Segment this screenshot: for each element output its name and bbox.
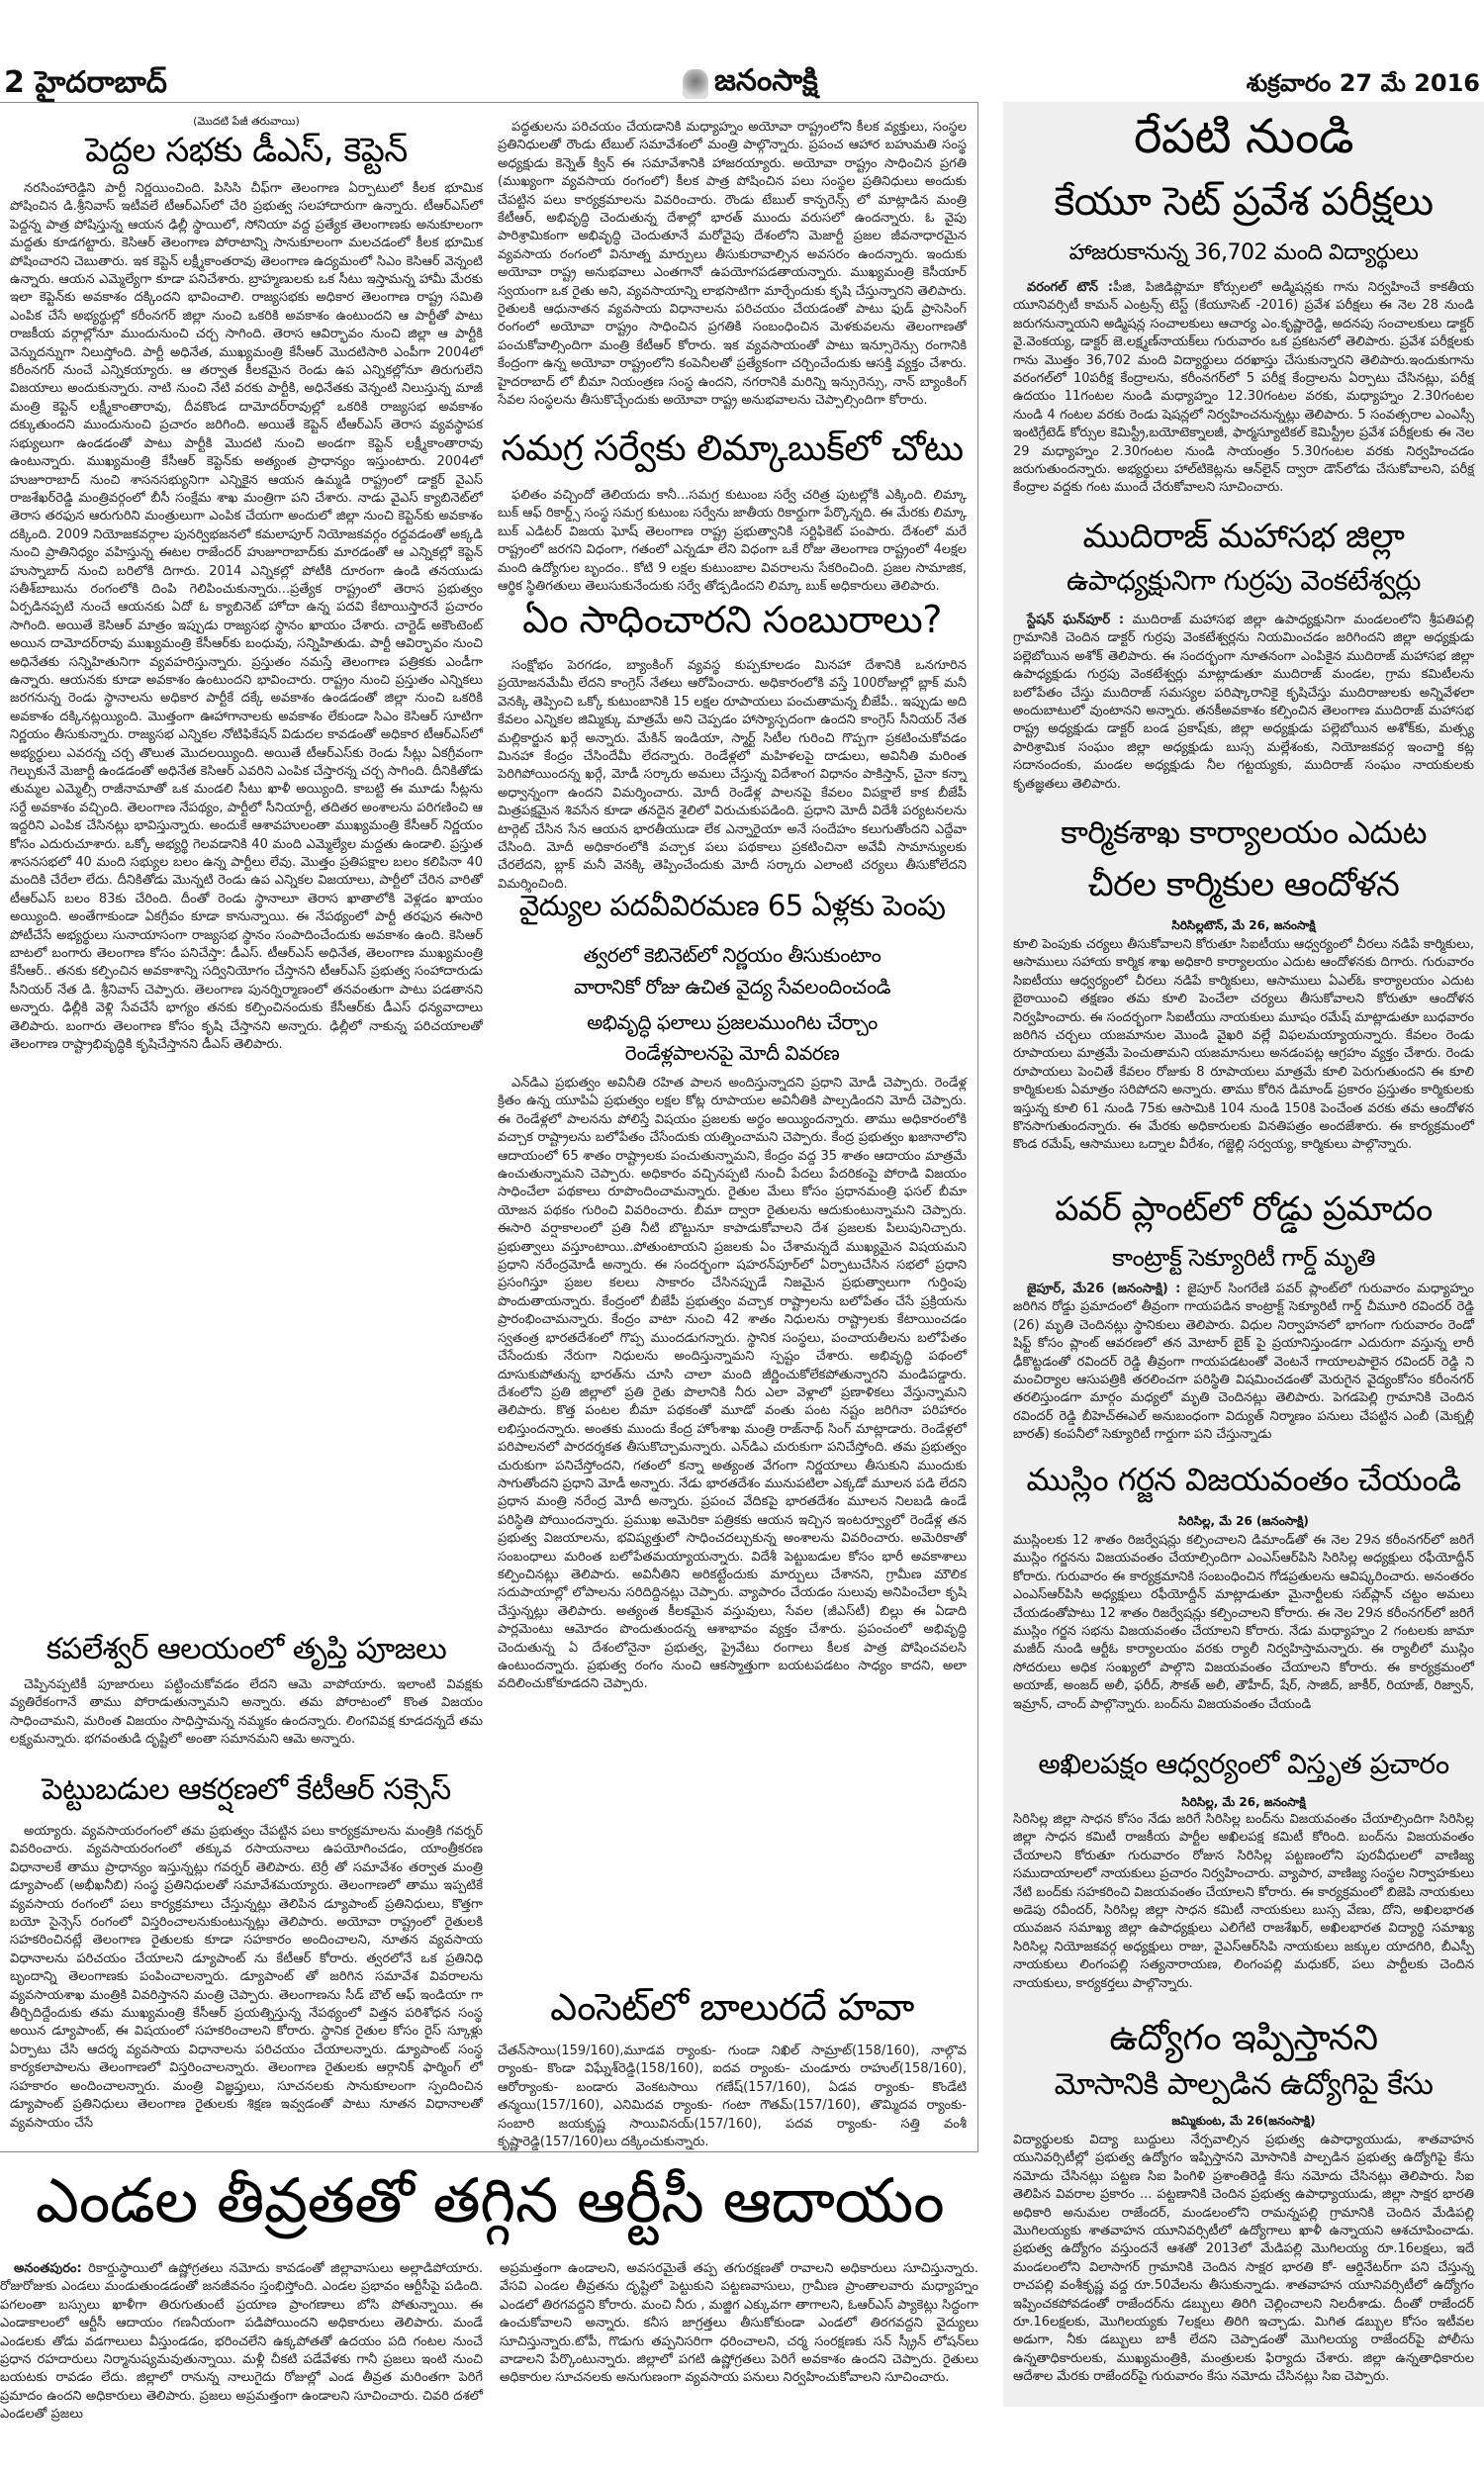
dateline: స్టేషన్ ఘన్‌పూర్ :: [1027, 613, 1125, 627]
dateline: అనంతపురం:: [14, 2261, 82, 2276]
headline-mudiraj-2: ఉపాధ్యక్షునిగా గుర్రపు వెంకటేశ్వర్లు: [1067, 564, 1421, 597]
article-body: అయ్యారు. వ్యవసాయరంగంలో తమ ప్రభుత్వం చేపట్టిన పలు కార్యక్రమాలను మంత్రికి గవర్నర్ వివరించారు. వ్యవసాయరంగంలో తక్కువ రసాయనాలు ఉపయోగించడం, యాంత్రీకరణ విధానాలకే తాము ప్రాధాన్యం ఇస్తున్నట్లు గవర్నర్ తెలిపారు. టెర్రీ తో సమావేశం తర్వాత మంత్రి డ్యూపాంట్ (అభీఖనీబి) సంస్థ ప్రతినిధులతో సమావేశమయ్యారు. తెలంగాణలో తాము ఇప్పటికే వ్యవసాయ రంగంలో పలు కార్యక్రమాలు చేస్తున్నట్లు తెలిపిన డ్యూపాంట్ ప్రతినిధులు, కొత్తగా బయో సైన్సెస్ రంగంలో విస్తరించాలనుకుంటున్నట్లు తెలిపారు. అయోవా రాష్ట్రంలో రైతులకి సహకరించినట్లే తెలంగాణ రైతులకు కూడా సహకారం అందించాలని, నూతన వ్యవసాయ విధానాలను పరిచయం చేయాలని డ్యూపాంట్ ను కేటీఆర్ కోరారు. త్వరలోనే ఒక ప్రతినిధి బృందాన్ని తెలంగాణకు పంపించాలన్నారు. డ్యూపాంట్ తో జరిగిన సమావేశ వివరాలను వ్యవసాయశాఖ మంత్రికి వివరిస్తానని మంత్రి చెప్పారు. తెలంగాణను సీడ్ బౌల్ ఆఫ్ ఇండియా గా తీర్చిదిద్దేందుకు తమ ముఖ్యమంత్రి కేసీఆర్ ప్రయత్నిస్తున్న నేపథ్యంలో విత్తన పరిశోధన సంస్థ అయిన డ్యూపాంట్, ఈ విషయంలో సహకరించాలని కోరారు. స్థానిక రైతుల కోసం రైస్ స్కూళ్లు ఏర్పాటు చేసి ఆదర్శ వ్యవసాయ విధానాలను పరిచయం చేయాలన్నారు. డ్యూపాంట్ సంస్థ కార్యకలాపాలను తెలంగాణలో విస్తరించాలన్నారు. తెలంగాణ రైతులకు ఆర్గానిక్ ఫార్మింగ్ లో సహకారం అందించాలన్నారు. మంత్రి విజ్ఞప్తులు, సూచనలకు సానుకూలంగా స్పందించిన డ్యూపాంట్ ప్రతినిధులు తెలంగాణ రైతులకు శిక్షణ ఇవ్వడంతో పాటు నూతన విధానాలతో వ్యవసాయం చేసే: [10, 1824, 483, 2131]
subheadline: త్వరలో కెబినెట్‌లో నిర్ణయం తీసుకుంటాం: [583, 943, 881, 967]
headline-ku-cet-2: కేయూ సెట్ ప్రవేశ పరీక్షలు: [1054, 179, 1434, 225]
subheadline: హాజరుకానున్న 36,702 మంది విద్యార్థులు: [1068, 240, 1419, 265]
headline-mudiraj-1: ముదిరాజ్ మహాసభ జిల్లా: [1082, 517, 1405, 556]
headline-ku-cet-1: రేపటి నుండి: [1133, 109, 1354, 164]
article-body: నరసింహారెడ్డిని పార్టీ నిర్ణయించింది. పిసిసి చీఫ్‌గా తెలంగాణ ఏర్పాటులో కీలక భూమిక పోషించిన డి.శ్రీనివాస్ ఇటీవలే టీఆర్ఎస్‌లో చేరి ప్రభుత్వ సలహాదారుగా ఉన్నారు. టీఆర్ఎస్‌లో పెద్దన్న పాత్ర పోషిస్తున్న ఆయన ఢిల్లీ స్థాయిలో, సోనియా వద్ద ప్రత్యేక తెలంగాణకు అనుకూలంగా మద్దతు కూడగట్టారు. కెసిఆర్ తెలంగాణ పోరాటాన్ని సానుకూలంగా మలచడంలో కీలక భూమిక పోషించారని చెబుతారు. ఇక కెప్టెన్ లక్ష్మీకాంతరావు తెలంగాణ ఉద్యమంలో సిఎం కెసిఆర్ వెన్నంటి ఉన్నారు. ఆయన ఎమ్మెల్యేగా కూడా పనిచేశారు. బ్రాహ్మణులకు ఒక సీటు ఇస్తామన్న హామీ మేరకు ఇలా కెప్టెన్‌కు అవకాశం దక్కిందని భావించాలి. రాజ్యసభకు అధికార తెలంగాణ రాష్ట్ర సమితి ఎంపిక చేసే అభ్యర్థుల్లో కరీంనగర్ జిల్లా నుంచి ఒకరికి అవకాశం ఉంటుందని ఆ పార్టీతో పాటు రాజకీయ వర్గాల్లోనూ ముందునుంచి చర్చ సాగింది. తెరాస ఆవిర్భావం నుంచి జిల్లా ఆ పార్టీకి వెన్నుదన్నుగా నిలుస్తోంది. పార్టీ అధినేత, ముఖ్యమంత్రి కేసీఆర్ మొదటిసారి ఎంపీగా 2004లో కరీంనగర్ నుంచే ఎన్నికయ్యారు. ఆ తర్వాత కీలకమైన రెండు ఉప ఎన్నికల్లోనూ తిరుగులేని విజయాలు అందుకున్నారు. నాటి నుంచి నేటి వరకు పార్టీకి, అధినేతకు వెన్నంటి నిలుస్తున్న మాజీ మంత్రి కెప్టెన్ లక్ష్మీకాంతారావు, దీవకొండ దామోదర్‌రావుల్లో ఒకరికి రాజ్యసభ అవకాశం దక్కుతుందని ముందునుంచి ప్రచారం జరిగింది. అయితే కెప్టెన్ టీఆర్ఎస్ తెరాస వ్యవస్థాపక సభ్యులుగా ఉండడంతో పాటు పార్టీకి మొదటి నుంచి అండగా కెప్టెన్ లక్ష్మీకాంతారావు ఉంటున్నారు. ముఖ్యమంత్రి కేసీఆర్ కెప్టెన్‌కు అత్యంత ప్రాధాన్యం ఇస్తుంటారు. 2004లో హుజూరాబాద్ నుంచి శాసనసభ్యునిగా ఎన్నికైన ఆయన ఉమ్మడి రాష్ట్రంలో డాక్టర్ వైఎస్ రాజశేఖర్‌రెడ్డి మంత్రివర్గంలో బీసీ సంక్షేమ శాఖ మంత్రిగా పని చేశారు. నాడు వైఎస్ క్యాబినెట్‌లో తెరాస తరఫున ఆరుగురిని మంత్రులుగా ఎంపిక చేయగా అందులో జిల్లా నుంచి కెప్టెన్‌కు అవకాశం దక్కింది. 2009 నియోజకవర్గాల పునర్విభజనలో కమలాపూర్ నియోజకవర్గం రద్దవడంతో అక్కడి నుంచి ప్రాతినిధ్యం వహిస్తున్న ఈటల రాజేందర్ హుజూరాబాద్‌కు మారడంతో ఆ ఎన్నికల్లో కెప్టెన్ హుస్నాబాద్ నుంచి బరిలోకి దిగారు. 2014 ఎన్నికల్లో పోటీకి దూరంగా ఉండి తనయుడు సతీశ్‌బాబును రంగంలోకి దింపి గెలిపించుకున్నారు...ప్రత్యేక రాష్ట్రంలో తెరాస ప్రభుత్వం ఏర్పడినప్పటి నుంచే ఆయనకు ఏదో ఓ క్యాబినెట్ హోదా ఉన్న పదవి కేటాయిస్తారనే ప్రచారం సాగింది. అయితే కెసిఆర్ మాత్రం ఇప్పుడు రాజ్యసభ స్థానం ఖాయం చేశారు. చార్టెడ్ అకౌంటెంట్ అయిన దామోదర్‌రావు ముఖ్యమంత్రి కేసీఆర్‌కు బంధువు, సన్నిహితుడు. పార్టీ ఆవిర్భావం నుంచి అధినేతకు సన్నిహితునిగా వ్యవహరిస్తున్నారు. ప్రస్తుతం నమస్తే తెలంగాణ పత్రికకు ఎండీగా ఉన్నారు. ఆయనకు కూడా అవకాశం ఉంటుందని భావించారు. రాష్ట్రం నుంచి ప్రస్తుతం ఎన్నికలు జరగనున్న రెండు స్థానాలను అధికార పార్టీకే దక్కే అవకాశం ఉండడంతో జిల్లా నుంచి ఒకరికి అవకాశం దక్కినట్లయ్యింది. మొత్తంగా ఊహాగానాలకు అవకాశం లేకుండా సిఎం కెసిఆర్ సూటిగా నిర్ణయం తీసుకున్నారు. రాజ్యసభ ఎన్నికల నోటిఫికేషన్ విడుదల కావడంతో అధికార టీఆర్ఎస్‌లో అభ్యర్థులు ఎవరన్న చర్చ తొలుత మొదలయ్యింది. అయితే టీఆర్ఎస్‌కు రెండు సీట్లు ఏకగ్రీవంగా గెల్చుకునే మెజార్టీ ఉండడంతో అధినేత కెసిఆర్ ఎవరిని ఎంపిక చేస్తారన్న చర్చ సాగింది. దీనికితోడు తుమ్మల ఎమ్మెల్సీ రాజీనామాతో ఒక మండలి సీటు ఖాళీ అయ్యింది. కాబట్టి ఈ మూడు సీట్లను సర్దే అవకాశం వచ్చింది. తెలంగాణ నేపథ్యం, పార్టీలో సీనియార్టీ, తదితర అంశాలను పరిగణించి ఆ ఇద్దరిని ఎంపిక చేసినట్లు భావిస్తున్నారు. అందుకే ఆశావహులంతా ముఖ్యమంత్రి కేసీఆర్ నిర్ణయం కోసం ఎదురుచూశారు. ఒక్కో అభ్యర్థి గెలవడానికి 40 మంది ఎమ్మెల్యేల మద్దతు ఉండాలి. ప్రస్తుత శాసనసభలో 40 మంది సభ్యుల బలం ఉన్న పార్టీలు లేవు. మొత్తం ప్రతిపక్షాల బలం కలిపినా 40 మందికి చేరేలా లేదు. దీనికితోడు మొన్నటి రెండు ఉప ఎన్నికల విజయాలు, పార్టీలో చేరిన వారితో టీఆర్ఎస్ బలం 83కు చేరింది. దీంతో రెండు స్థానాలూ తెరాస ఖాతాలోకి వెళ్లడం ఖాయం అయ్యింది. అంతేగాకుండా ఏకగ్రీవం కూడా కానున్నాయి. ఈ నేపథ్యంలో పార్టీ తరఫున ఈసారి పోటీచేసే అభ్యర్థులు సునాయాసంగా రాజ్యసభ స్థానం సంపాదించేందుకు అవకాశం ఉంది. కెసిఆర్ బాటలో బంగారు తెలంగాణ కోసం పనిచేస్తా: డీఎస్. టీఆర్ఎస్ అధినేత, తెలంగాణ ముఖ్యమంత్రి కేసీఆర్.. తనకు కల్పించిన అవకాశాన్ని సద్వినియోగం చేస్తానని టీఆర్ఎస్ ప్రభుత్వ సంహాదారుడు సీనియర్ నేత డి. శ్రీనివాస్ చెప్పారు. తెలంగాణ పునర్నిర్మాణంలో తనవంతుగా పాటు పడతానని అన్నారు. ఢిల్లీకి వెళ్లి సేవచేసే భాగ్యం తనకు కల్పించినందుకు కేసీఆర్‌కు డీఎస్ ధన్యవాదాలు తెలిపారు. బంగారు తెలంగాణ కోసం కృషి చేస్తానని అన్నారు. ఢిల్లీలో నాకున్న పరిచయాలతో తెలంగాణ రాష్ట్రాభివృద్ధికి కృషిచేస్తానని డీఎస్ తెలిపారు.: [10, 181, 483, 1053]
subheadline: రెండేళ్లపాలనపై మోదీ వివరణ: [624, 1041, 840, 1065]
article-body: ఎన్‌డిఎ ప్రభుత్వం అవినీతి రహిత పాలన అందిస్తున్నాదని ప్రధాని మోడీ చెప్పారు. రెండేళ్ల క్రితం ఉన్న యూపిఏ ప్రభుత్వం లక్షల కోట్ల రూపాయల అవినీతికి పాల్పడిందని మోదీ చెప్పారు. ఈ రెండేళ్లలో పాలనను పోలిస్తే విషయం ప్రజలకు అర్థం అయ్యిందన్నారు. తాము అధికారంలోకి వచ్చాక రాష్ట్రాలను బలోపేతం చేసేందుకు యత్నించామని చెప్పారు. కేంద్ర ప్రభుత్వం ఖజానాలోని ఆదాయంలో 65 శాతం రాష్ట్రాలకు పంచుతున్నామని, కేంద్రం వద్ద 35 శాతం ఆదాయం మాత్రమే ఉంచుతున్నామని చెప్పారు. అధికారం వచ్చినప్పటి నుంచీ పేదలు పేదరికంపై పోరాడి విజయం సాధించేలా పథకాలు రూపొందించామన్నారు. రైతుల మేలు కోసం ప్రధానమంత్రి ఫసల్ బీమా యోజన పథకం గురించి వివరించారు. బీమా ద్వారా రైతులను ఆదుకుంటున్నామని చెప్పారు. ఈసారి వర్షాకాలంలో ప్రతి నీటి బొట్టునూ కాపాడుకోవాలని దేశ ప్రజలకు పిలుపునిచ్చారు. ప్రభుత్వాలు వస్తూంటాయి..పోతుంటాయని ప్రజలకు ఏం చేశామన్నదే ముఖ్యమైన విషయమని ప్రధాని నరేంద్రమోడీ అన్నారు. ఈ సందర్భంగా షహరన్‌పూర్‌లో ఏర్పాటుచేసిన సభలో ప్రధాని ప్రసంగిస్తూ ప్రజల కలలు సాకారం చేసినప్పుడే నిజమైన ప్రభుత్వాలుగా గుర్తింపు పొందుతాయన్నారు. కేంద్రంలో బీజేపీ ప్రభుత్వం వచ్చాక రాష్ట్రాలను బలోపేతం చేసే ప్రక్రియను ప్రారంభించామన్నారు. కేంద్రం వాటా నుంచి 42 శాతం నిధులను రాష్ట్రాలకు కేటాయించడం స్వతంత్ర భారతదేశంలో గొప్ప ముందడుగన్నారు. స్థానిక సంస్థలు, పంచాయతీలను బలోపేతం చేసేందుకు నేరుగా నిధులను అందిస్తున్నామని స్పష్టం చేశారు. అభివృద్ధి పథంలో దూసుకుపోతున్న భారత్‌ను చూసి చాలా మంది జీర్ణించుకోలేకపోతున్నారని మండిపడ్డారు. దేశంలోని ప్రతి జిల్లాలో ప్రతి రైతు పొలానికి నీరు ఎలా వెళ్లాలో ప్రణాళికలు వేస్తున్నామని తెలిపారు. కొత్త పంటల బీమా పథకంతో మూడో వంతు పంట నష్టం జరిగినా పరిహారం లభిస్తుందన్నారు. అంతకు ముందు కేంద్ర హోంశాఖ మంత్రి రాజ్‌నాథ్ సింగ్ మాట్లాడారు. రెండేళ్లలో పరిపాలనలో పారదర్శకత తీసుకొచ్చామన్నారు. ఎన్‌డిఎ చురుకుగా పనిచేస్తోంది. తమ ప్రభుత్వం చురుకుగా పనిచేస్తోందని, గతంలో కన్నా అత్యంత వేగంగా నిర్ణయాలు తీసుకుని ముందుకు సాగుతోందని ప్రధాని మోడీ అన్నారు. నేడు భారతదేశం మునుపటిలా ఎక్కడో మూలన పడి లేదని ప్రధాన మంత్రి నరేంద్ర మోదీ అన్నారు. ప్రపంచ వేదికపై భారతదేశం మూలన నిలబడి ఉండే పరిస్థితి పోయిందన్నారు. ప్రముఖ అమెరికా పత్రికకు ఆయన ఇచ్చిన ఇంటర్వ్యూలో రెండేళ్ల తన ప్రభుత్వ విజయాలను, భవిష్యత్తులో సాధించదల్చుకున్న అంశాలను వివరించారు. అమెరికాతో సంబంధాలు మరింత బలోపేతమయ్యాయన్నారు. విదేశీ పెట్టుబడుల కోసం భారీ అవకాశాలు కల్పించినట్లు తెలిపారు. అవినీతిని అరికట్టేందుకు మార్పులు చేశానని, గ్రామీణ మౌలిక సదుపాయాల్లో లోపాలను సరిదిద్దినట్లు చెప్పారు. వ్యాపారం చేయడం సులువు అనిపించేలా కృషి చేస్తున్నట్లు తెలిపారు. అత్యంత కీలకమైన వస్తువులు, సేవల (జీఎస్‌టీ) బిల్లు ఈ ఏడాది పార్లమెంటు ఆమోదం పొందుతుందన్న ఆశాభావం వ్యక్తం చేశారు. ప్రపంచంలో అభివృద్ధి చెందుతున్న ఏ దేశంలోనైనా ప్రభుత్వ, ప్రైవేటు రంగాలు కీలక పాత్ర పోషించవలసి ఉంటుందన్నారు. ప్రభుత్వ రంగం నుంచి ఆకస్మాత్తుగా బయటపడటం సాధ్యం కాదని, అలా వదిలించుకోకూడదని చెప్పారు.: [498, 1076, 967, 1692]
logo-text: జనంసాక్షి: [714, 63, 818, 98]
subheadline: అభివృద్ధి ఫలాలు ప్రజలముంగిట చేర్చాం: [587, 1010, 878, 1034]
headline-rtc-revenue: ఎండల తీవ్రతతో తగ్గిన ఆర్టీసీ ఆదాయం: [35, 2164, 945, 2236]
dateline: సిరిసిల్ల, మే 26, జనంసాక్షి: [1181, 1795, 1306, 1809]
headline-weavers-1: కార్మికశాఖ కార్యాలయం ఎదుట: [1061, 813, 1427, 851]
article-body: సిరిసిల్ల జిల్లా సాధన కోసం నేడు జరిగే సిరిసిల్ల బంద్‌ను విజయవంతం చేయాల్సిందిగా సిరిసిల్ల జిల్లా సాధన కమిటీ రాజకీయ పార్టీల అఖిలపక్ష కమిటీ కోరింది. బంద్‌ను విజయవంతం చేయాలని కోరుతూ గురువారం రోజున సిరిసిల్ల పట్టణంలోని పురవీధులలో వాణిజ్య సముదాయాలలో నాయకులు ప్రచారం నిర్వహించారు. వ్యాపార, వాణిజ్య సంస్థల నిర్వాహకులు నేటి బంద్‌కు సహకరించి విజయవంతం చేయాలని కోరారు. ఈ కార్యక్రమంలో బిజెపి నాయకులు అడెపు రవీందర్, సిరిసిల్ల జిల్లా సాధన కమిటీ నాయకులు బుస్స వేణు, దోని, అఖిలభారత యువజన సమాఖ్య జిల్లా ఉపాధ్యక్షులు ఎలిగేటి రాజశేఖర్, అఖిలభారత విద్యార్థి సమాఖ్య సిరిసిల్ల నియోజకవర్గ అధ్యక్షులు రాజు, వైఎస్ఆర్‌సిపి నాయకులు జక్కుల యాదగిరి, బీఎస్పీ నాయకులు లింగంపల్లి సత్యనారాయణ, లింగంపల్లి మధుకర్, పలు పార్టీలకు చెందిన నాయకులు, కార్యకర్తలు పాల్గొన్నారు.: [1013, 1812, 1474, 1991]
dateline: జైపూర్, మే26 (జనంసాక్షి) :: [1027, 1282, 1181, 1296]
dateline: జమ్మికుంట, మే 26(జనంసాక్షి): [1171, 2114, 1316, 2128]
dateline: వరంగల్ టౌన్ :: [1027, 280, 1114, 295]
headline-ktr-investment: పెట్టుబడుల ఆకర్షణలో కేటీఆర్ సక్సెస్: [42, 1772, 451, 1807]
dateline: సిరిసిల్ల, మే 26 (జనంసాక్షి): [1178, 1514, 1309, 1528]
article-body: ముస్లింలకు 12 శాతం రిజర్వేషన్లు కల్పించాలని డిమాండ్‌తో ఈ నెల 29న కరీంనగర్‌లో జరిగే ముస్లిం గర్జనను విజయవంతం చేయాల్సిందిగా ఎంఎస్ఆర్‌పిసి సిరిసిల్ల అధ్యక్షులు రఫీయోద్దీన్ కోరారు. గురువారం ఈ కార్యక్రమానికి సంబంధించిన గోడప్రతులను ఆవిష్కరించారు. అనంతరం ఎంఎస్ఆర్‌పిసి అధ్యక్షులు రఫీయోద్దీన్ మాట్లాడుతూ మైనార్టీలకు సబ్‌ప్లాన్ చట్టం అమలు చేయడంతోపాటు 12 శాతం రిజర్వేషన్లు కల్పించాలని కోరారు. ఈ నెల 29న కరీంనగర్‌లో జరిగే ముస్లిం గర్జన సభను విజయవంతం చేయాలని కోరారు. నేడు మధ్యాహ్నం 2 గంటలకు జామా మజీద్ నుండి ఆర్టీఓ కార్యాలయం వరకు ర్యాలీ నిర్వహిస్తామన్నారు. ఈ ర్యాలీలో ముస్లిం సోదరులు అధిక సంఖ్యలో పాల్గొని విజయవంతం చేయాలని కోరారు. ఈ కార్యక్రమంలో అయాజ్, అంజద్ అలీ, ఫరీద్, సౌకత్ అలీ, తౌహీద్, షేర్, సాజిద్, జాకీర్, రియాజ్, రిజ్వాన్, ఇమ్రాన్, చాంద్ పాల్గొన్నారు. బంద్‌ను విజయవంతం చేయండి: [1013, 1533, 1474, 1712]
masthead-logo: [683, 63, 818, 105]
headline-eamcet: ఎంసెట్‌లో బాలురదే హవా: [550, 1985, 914, 2029]
article-body: చేతన్‌సాయి(159/160),మూడవ ర్యాంకు- గుండా నిఖిల్ సామ్రాట్(158/160), నాల్గొవ ర్యాంకు- కొండా విఘ్నేశ్‌రెడ్డి(158/160), ఐదవ ర్యాంకు- చుండూరు రాహుల్(158/160), ఆరోర్యాంకు- బండారు వెంకటసాయి గణేష్(157/160), ఏడవ ర్యాంకు- కొండేటి తన్మయి(157/160), ఎనిమిదవ ర్యాంకు- గంటా గౌతమ్(157/160), తొమ్మిదవ ర్యాంకు- సంబారి జయకృష్ణ సాయివినయ్(157/160), పదవ ర్యాంకు- సత్తి వంశీ కృష్ణారెడ్డి(157/160)లు దక్కించుకున్నారు.: [498, 2044, 967, 2150]
article-body: పద్ధతులను పరిచయం చేయడానికి మధ్యాహ్నం అయోవా రాష్ట్రంలోని కీలక వ్యక్తులు, సంస్థల ప్రతినిధులతో రౌండు టేబుల్ సమావేశంలో మంత్రి పాల్గొన్నారు. ప్రపంచ ఆహార బహుమతి సంస్థ అధ్యక్షుడు కెన్నెత్ క్విన్ ఈ సమావేశానికి హాజరయ్యారు. అయోవా రాష్ట్రం సాధించిన ప్రగతి (ముఖ్యంగా వ్యవసాయ రంగంలో) కీలక పాత్ర పోషించిన పలు సంస్థల ప్రతినిధులు అందుకు చేపట్టిన పలు కార్యక్రమాలను వివరించారు. రౌండు టేబుల్ కాన్ఫరెన్స్ లో మాట్లాడిన మంత్రి కేటీఆర్, అభివృద్ధి చెందుతున్న దేశాల్లో భారత్ ముందు వరుసలో ఉందన్నారు. ఓ వైపు పారిశ్రామికంగా అభివృద్ధి చెందుతూనే మరోవైపు దేశంలోని మెజార్టీ ప్రజల జీవనాధారమైన వ్యవసాయ రంగంలో వినూత్న మార్పులు తీసుకురావాల్సిన అవసరం ఉందన్నారు. ఇందుకు అయోవా రాష్ట్ర అనుభవాలు ఎంతగానో ఉపయోగపడతాయన్నారు. ముఖ్యమంత్రి కెసీయార్ స్వయంగా ఒక రైతు అని, వ్యవసాయాన్ని లాభసాటిగా మార్చేందుకు కృషి చేస్తున్నారని తెలిపారు. రైతులకి ఆధునాతన వ్యవసాయ విధానాలను పరిచయం చేయడంతో పాటు ఫుడ్ ప్రాసెసింగ్ రంగంలో అయోవా రాష్ట్రం సాధించిన ప్రగతికి సంబంధించిన మెళకువలను తెలంగాణతో పంచుకోవాల్సిందిగా మంత్రి కేటీఆర్ కోరారు. ఇక వ్యవసాయంతో పాటు ఇన్సూరెన్సు రంగానికి కేంద్రంగా ఉన్న అయోవా రాష్ట్రంలోని కంపెనీలతో ప్రత్యేకంగా చర్చించేందుకు ఆసక్తి వ్యక్తం చేశారు. హైదరాబాద్ లో బీమా నియంత్రణ సంస్థ ఉందని, నగరానికి మరిన్ని ఇన్సురెన్సు, నాన్ బ్యాంకింగ్ సేవల సంస్థలను తీసుకొచ్చేందుకు అయోవా రాష్ట్ర అనుభవాలను చెప్పాల్సిందిగా కోరారు.: [498, 120, 967, 409]
headline-job-fraud-1: ఉద్యోగం ఇప్పిస్తానని: [1109, 2018, 1378, 2058]
headline-job-fraud-2: మోసానికి పాల్పడిన ఉద్యోగిపై కేసు: [1054, 2067, 1434, 2102]
subheadline: కాంట్రాక్ట్ సెక్యూరిటీ గార్డ్ మృతి: [1112, 1244, 1375, 1272]
article-body: సంక్షోభం పెరగడం, బ్యాంకింగ్ వ్యవస్థ కుప్పకూలడం మినహా దేశానికి ఒనగూరిన ప్రయోజనమేమీ లేదని కాంగ్రెస్ నేతలు ఆరోపించారు. అధికారంలోకి వస్తే 100రోజుల్లో బ్లాక్ మనీ వెనక్కి తెప్పించి ఒక్కో కుటుంబానికి 15 లక్షల రూపాయలు పంచుతామన్న బీజేపీ.. ఇప్పుడు అది కేవలం ఎన్నికల జిమ్మిక్కు మాత్రమే అని చెప్పడం హాస్యాస్పదంగా ఉందని కాంగ్రెస్ సీనియర్ నేత మల్లికార్జున ఖర్గే అన్నారు. మేకిన్ ఇండియా, స్మార్ట్ సిటీల గురించి గొప్పగా ప్రకటించుకోవడం మినహా కేంద్రం చేసిందేమీ లేదన్నారు. రెండేళ్లలో మహిళలపై దాడులు, అవినీతి మరింత పెరిగిపోయిందన్న ఖర్గే, మోడీ సర్కారు అమలు చేస్తున్న విదేశాంగ విధానం పాకిస్తాన్, చైనా కన్నా అధ్వాన్నంగా ఉందని విమర్శించారు. మోదీ రెండేళ్ల పాలనపై కేవలం విపక్షాలే కాక బీజేపీ మిత్రపక్షమైన శివసేన కూడా తనదైన శైలిలో విరుచుకుపడింది. ప్రధాని మోదీ విదేశీ పర్యటనలను టార్గెట్ చేసిన సేన ఆయన భారతీయుడా లేక ఎన్నారైయా అనే సందేహం కలుగుతోందని ఎద్దేవా చేసింది. మోదీ అధికారంలోకి వచ్చాక పలు పథకాలు ప్రకటించినా అవేవీ సామాన్యులకు చేరలేదని, బ్లాక్ మనీ వెనక్కి తెప్పించేందుకు మోదీ సర్కారు ఎలాంటి చర్యలు తీసుకోలేదని విమర్శించింది.: [498, 658, 967, 892]
headline-doctors-retirement: వైద్యుల పదవీవిరమణ 65 ఏళ్లకు పెంపు: [518, 889, 946, 922]
article-body: అనంతపురం: రికార్డుస్థాయిలో ఉష్ణోగ్రతలు నమోదు కావడంతో జిల్లావాసులు అల్లాడిపోయారు. రోజురోజుకు ఎండలు మండుతుండడంతో జనజీవనం స్తంభిస్తోంది. ఎండల ప్రభావం ఆర్టీసీపై పడింది. పగలంతా బస్సులు ఖాళీగా తిరుగుతుంటే ప్రయాణ ప్రాంగణాలు బోసి పోతున్నాయి. ఈ ఎండాకాలంలో ఆర్టీసీ ఆదాయం గణనీయంగా పడిపోయిందని అధికారులు తెలిపారు. మండే ఎండలకు తోడు వడగాలులు వీస్తుండడం, భరించలేని ఉక్కపోతతో ఉదయం పది గంటల నుంచే ప్రధాన రహదారులు నిర్మానుష్యమవుతున్నాయి. మళ్లీ చీకటి పడేవేళకు గానీ ప్రజలు ఇంటి నుంచి బయటకు రావడం లేదు. జిల్లాలో రానున్న నాలుగైదు రోజుల్లో ఎండ తీవ్రత మరింతగా పెరిగే ప్రమాదం ఉందని అధికారులు తెలిపారు. ప్రజలు అప్రమత్తంగా ఉండాలని సూచించారు. చివరి దశలో ఎండలతో ప్రజలు: [0, 2261, 483, 2423]
headline-celebrations: ఏం సాధించారని సంబురాలు?: [522, 598, 942, 641]
article-body: స్టేషన్ ఘన్‌పూర్ : ముదిరాజ్ మహాసభ జిల్లా ఉపాధ్యక్షునిగా మండలంలోని శ్రీపతిపల్లి గ్రామానికి చెందిన డాక్టర్ గుర్రపు వెంకటేశ్వర్లను నియమించడం జరిగిందని జిల్లా అధ్యక్షుడు పల్లెబోయిన అశోక్ తెలిపారు. ఈ సందర్భంగా నూతనంగా ఎంపికైన ముదిరాజ్ మహాసభ జిల్లా ఉపాధ్యక్షుడు గుర్రపు వెంకటేశ్వర్లు మాట్లాడుతూ ముదిరాజ్ మండల, గ్రామ కమిటీలను బలోపేతం చేస్తు ముదిరాజ్ సమస్యల పరిష్కారానికై కృషిచేస్తు ముదిరాజులకు అన్నివేళలా అందుబాటులో వుంటానని అన్నారు. తనకీఅవకాశం కల్పించిన తెలంగాణ ముదిరాజ్ మహాసభ రాష్ట్ర అధ్యక్షుడు డాక్టర్ బండ ప్రకాష్‌కు, జిల్లా అధ్యక్షుడు పల్లెబోయిన అశోక్‌కు, మత్స్య పారిశ్రామిక సంఘం జిల్లా అధ్యక్షుడు బుస్స మల్లేశంకు, నియోజకవర్గ ఇంచార్జి కట్ల సదానందంకు, మండల అధ్యక్షుడు నీల గట్టయ్యకు, ముదిరాజ్ సంఘం నాయకులకు కృతజ్ఞతలు తెలిపారు.: [1013, 613, 1474, 792]
article-body: కూలి పెంపుకు చర్యలు తీసుకోవాలని కోరుతూ సిఐటీయు ఆధ్వర్యంలో చీరలు నడిపే కార్మికులు, ఆసాములు సహాయ కార్మిక శాఖ అధికారి కార్యాలయం ఎదుట ఆందోళనకు దిగారు. గురువారం సిఐటీయు ఆధ్వర్యంలో చీరలు నడిపే కార్మికులు, ఆసాములు ఏఎల్ఓ కార్యాలయం ఎదుట బైఠాయించి తక్షణం తమ కూలి పెంచేలా చర్యలు తీసుకోవాలని కోరుతూ ఆందోళన నిర్వహించారు. ఈ సందర్భంగా సిఐటీయు నాయకులు మూషం రమేష్ మాట్లాడుతూ బుధవారం జరిగిన చర్చలు యజమానుల మొండి వైఖరి వల్లే విఫలమయ్యాయన్నారు. కేవలం రెండు రూపాయలు మాత్రమే పెంచుతామని యజమానులు అనడంపట్ల ఆగ్రహం వ్యక్తం చేశారు. రెండు రూపాయలు పెంచితే కేవలం రోజుకు 8 రూపాయలు మాత్రమే కూలి పెరుగుతుందని ఈ కూలి కార్మికులకు ఏమాత్రం సరిపోదని అన్నారు. తాము కోరిన డిమాండ్ ప్రకారం ప్రస్తుతం కార్మికులకు ఇస్తున్న కూలి 61 నుండి 75కు ఆసామికి 104 నుండి 150కి పెంచేంత వరకు తమ ఆందోళన కొనసాగుతుందన్నారు. ఈ మేరకు అధికారులకు వినతిపత్రం అందజేశారు. ఈ కార్యక్రమంలో కొండ రమేష్, ఆసాములు ఒద్నాల వీరేశం, గజ్జెల్లి సర్వయ్య, కార్మికులు పాల్గొన్నారు.: [1013, 937, 1474, 1153]
article-body: వరంగల్ టౌన్ :పీజి, పిజిడిప్లొమా కోర్సులలో అడ్మిషన్లకు గాను నిర్వహించే కాకతీయ యూనివర్సిటీ కామన్ ఎంట్రన్స్ టెస్ట్ (కేయూసెట్ -2016) ప్రవేశ పరీక్షలు ఈ నెల 28 నుండి జరుగనున్నాయని అడ్మిషన్ల సంచాలకులు ఆచార్య ఎం.కృష్ణారెడ్డి, అదనపు సంచాలకులు డాక్టర్ వై.వెంకయ్య, డాక్టర్ జె.లక్ష్మణ్‌నాయక్‌లు గురువారం ఒక ప్రకటనలో తెలిపారు. ప్రవేశ పరీక్షలకు గాను మొత్తం 36,702 మంది విద్యార్థులు దరఖాస్తు చేసుకున్నారని తెలిపారు.ఇందుకుగాను వరంగల్‌లో 10పరీక్ష కేంద్రాలను, కరీంనగర్‌లో 5 పరీక్ష కేంద్రాలను ఏర్పాటు చేసినట్లు, పరీక్ష ఉదయం 11గంటల నుండి మధ్యాహ్నం 12.30గంటల వరకు, మధ్యాహ్నం 2.30గంటల నుండి 4 గంటల వరకు రెండు షెషన్లలో నిర్వహించనున్నట్లు తెలిపారు. 5 సంవత్సరాల ఎంఎస్సీ ఇంటిగ్రేటెడ్ కోర్సుల కెమిస్ట్రీ,బయోటెక్నాలజీ, ఫార్మస్యూటికల్ కెమిస్ట్రీల ప్రవేశ పరీక్షలకు ఈ నెల 29 మధ్యాహ్నం 2.30గంటల నుండి సాయంత్రం 5.30గంటల వరకు నిర్వహించడం జరుగుతుందన్నారు. అభ్యర్థులు హాల్‌టికెట్లను ఆన్‌లైన్ ద్వారా డౌన్‌లోడు చేసుకోవాలని, పరీక్ష కేంద్రాల వద్దకు గంట ముందే చేరుకోవాలని సూచించారు.: [1013, 280, 1474, 496]
headline-limca-book: సమగ్ర సర్వేకు లిమ్కాబుక్‌లో చోటు: [501, 428, 964, 469]
logo-emblem-icon: [683, 69, 708, 99]
headline-power-plant: పవర్ ప్లాంట్‌లో రోడ్డు ప్రమాదం: [1055, 1189, 1433, 1229]
subheadline: వారానికో రోజు ఉచిత వైద్య సేవలందించండి: [573, 975, 891, 999]
article-body: అప్రమత్తంగా ఉండాలని, అవసరమైతే తప్ప తగురక్షణతో రావాలని అధికారులు సూచిస్తున్నారు. వేసవి ఎండల తీవ్రతను దృష్టిలో పెట్టుకుని పట్టణవాసులు, గ్రామీణ ప్రాంతాలవారు మధ్యాహ్నం ఎండలో తిరగవద్దని కోరారు. మంచి నీరు , మజ్జిగ ఎక్కువగా తాగాలని, ఓఆర్ఎస్ ప్యాకెట్లు సిద్ధంగా ఉంచుకోవాలని అన్నారు. కనీస జాగ్రత్తలు తీసుకోకుండా ఎండలో తిరగవద్దని వైద్యులు సూచిస్తున్నారు.టోపీ, గొడుగు తప్పనిసరిగా ధరించాలని, చర్మ సంరక్షణకు సన్ స్క్రీన్ లోషన్‌లు వాడాలని పేర్కొంటున్నారు. జిల్లాలో పగటి ఉష్ణోగ్రతలు పెరిగే అవకాశం ఉందని చెప్పారు. రైతులు అధికారుల సూచనలకు అనుగుణంగా వ్యవసాయ పనులు నిర్వహించుకోవాలని సూచించారు.: [500, 2261, 978, 2386]
dateline: సిరిసిల్లటౌన్, మే 26, జనంసాక్షి: [1171, 918, 1316, 932]
headline-weavers-2: చీరల కార్మికుల ఆందోళన: [1087, 865, 1400, 904]
headline-ds-captain: పెద్దల సభకు డీఎస్, కెప్టెన్: [85, 131, 408, 170]
article-body: చెప్పినప్పటికీ పూజారులు పట్టించుకోవడం లేదని ఆమె వాపోయారు. ఇలాంటి వివక్షకు వ్యతిరేకంగానే తాము పోరాడుతున్నామని అన్నారు. తమ పోరాటంలో కొంత విజయం సాధించామని, మరింత విజయం సాధిస్తామన్న నమ్మకం ఉందన్నారు. లింగవివక్ష కూడదన్నదే తమ లక్ష్యమన్నారు. భగవంతుడి దృష్టిలో అంతా సమానమని ఆమె అన్నారు.: [10, 1677, 483, 1748]
article-body: విద్యార్థులకు విద్యా బుద్దులు నేర్పవాల్సిన ప్రభుత్వ ఉపాధ్యాయుడు, శాతవాహన యునివర్సిటీల్లో ప్రభుత్వ ఉద్యోగం ఇప్పిస్తానని మోసానికి పాల్పడిన ప్రభుత్వ ఉద్యోగిపై కేసు నమోదు చేసినట్లు పట్టణ సిఐ పింగిళి ప్రశాంతిరెడ్డి కేసు నమోదు చేసినట్లు తెలిపారు. సిఐ తెలిపిన వివరాల ప్రకారం ... పట్టణానికి చెందిన ప్రభుత్వ ఉపాధ్యాయుడు, జిల్లా సాక్షర భారతి అధికారి అనుమల రాజేందర్, మండలంలోని రామన్నపల్లి గ్రామానికి చెందిన మేడిపల్లి మొగిలయ్యకు శాతవాహన యూనివర్సిటీలో ఉద్యోగాలు ఖాళీ ఉన్నాయని ఆశచూపించాడు. ప్రభుత్వ ఉద్యోగం వస్తుందనే ఆశతో 2013లో మేడిపల్లి మొగిలయ్య రూ.16లక్షలు, ఇదే మండలంలోని విలాసాగర్ గ్రామానికి చెందిన సాక్షర భారతి కో- ఆర్డినేటర్‌గా పని చేస్తున్న రాచపల్లి వంశీకృష్ణ వద్ద రూ.50వేలను తీసుకున్నాడు. శాతవాహన యూనివర్సిటీలో ఉద్యోగం ఇప్పించకపోవడంతో రాజేందర్‌ను డబ్బులు తిరిగి చెల్లించాలని నిలదీశాడు. దీంతో రాజేందర్ రూ.16లక్షలకు, మొగిలయ్యకు 7లక్షలు తిరిగి ఇచ్చాడు. మిగిత డబ్బుల కోసం ఇటీవల అడుగా, నీకు డబ్బులు బాకీ లేదని చెప్పాడంతో మొగిలయ్య రాజేందర్‌పై పోలీసు ఉన్నతాధికారులకు, ముఖ్యమంత్రికి, మంత్రులకు ఫిర్యాదు చేశారు. జిల్లా ఉన్నతాధికారుల ఆదేశాల మేరకు రాజేందర్‌పై గురువారం కేసు నమోదు చేసినట్లు సిఐ చెప్పారు.: [1013, 2133, 1474, 2385]
article-body: జైపూర్, మే26 (జనంసాక్షి) : జైపూర్ సింగరేణి పవర్ ప్లాంట్‌లో గురువారం మధ్యాహ్నం జరిగిన రోడ్డు ప్రమాదంలో తీవ్రంగా గాయపడిన కాంట్రాక్ట్ సెక్యూరిటీ గార్డ్ చీమూరి రవిందర్ రెడ్డి (26) మృతి చెందినట్లు స్థానికులు తెలిపారు. విధుల నిర్వాహనలో భాగంగా గురువారం రెండో షిఫ్ట్ కోసం ప్లాంట్ ఆవరణలో తన మోటార్ బైక్ పై ప్రయానిస్తుండగా ఎదురుగా వస్తున్న లారీ ఢీకొట్టడంతో రవిందర్ రెడ్డి తీవ్రంగా గాయపడటంతో వెంటనే గాయాలపాలైన రవిందర్ రెడ్డి ని మంచిర్యాల ఆసుపత్రికి తరలించగా పరిస్థితి విషమించడంతో మెరుగైన వైద్యంకోసం కరీంనగర్ తరలిస్తుండగా మార్గం మధ్యలో మృతి చెందినట్లు తెలిపారు. పెగడపెల్లి గ్రామానికి చెందిన రవిందర్ రెడ్డి బీహెచ్‌ఈఎల్ అనుబంధంగా విద్యుత్ నిర్మాణం పనులు చేపట్టిన ఎంబీ (మెక్నల్లీ బారత్) కంపనీలో సెక్యూరిటీ గార్డుగా పని చేస్తున్నాడు: [1013, 1282, 1474, 1443]
page-section-label: 2 హైదరాబాద్: [4, 65, 167, 100]
headline-temple-puja: కపలేశ్వర్ ఆలయంలో తృప్తి పూజలు: [46, 1632, 447, 1666]
continued-label: (మొదటి పేజీ తరువాయి): [193, 115, 300, 128]
headline-all-party: అఖిలపక్షం ఆధ్వర్యంలో విస్తృత ప్రచారం: [1038, 1748, 1449, 1780]
article-body: ఫలితం వచ్చిందో తెలియదు కానీ...సమగ్ర కుటుంబ సర్వే చరిత్ర పుటల్లోకి ఎక్కింది. లిమ్కా బుక్ ఆఫ్ రికార్డ్స్ సంస్థ సమగ్ర కుటుంబ సర్వేను జాతీయ రికార్డుగా పేర్కొన్నది. ఈ మేరకు లిమ్కా బుక్ ఎడిటర్ విజయ ఘోష్ తెలంగాణ రాష్ట్ర ప్రభుత్వానికి సర్టిఫికెట్ పంపారు. దేశంలో మరే రాష్ట్రంలో జరగని విధంగా, గతంలో ఎన్నడూ లేని విధంగా ఒకే రోజు తెలంగాణ రాష్ట్రంలో 4లక్షల మంది ఉద్యోగుల బృందం.. కోటి 9 లక్షల కుటుంబాల వివరాలను సేకరించింది. ప్రజల సామాజిక, ఆర్థిక స్థితిగతులు తెలుసుకునేందుకు సర్వే తోడ్పడిందని లిమ్కా బుక్ అధికారులు తెలిపారు.: [498, 488, 967, 595]
headline-muslim-garjana: ముస్లిం గర్జన విజయవంతం చేయండి: [1026, 1461, 1461, 1498]
issue-date: శుక్రవారం 27 మే 2016: [1246, 69, 1480, 97]
